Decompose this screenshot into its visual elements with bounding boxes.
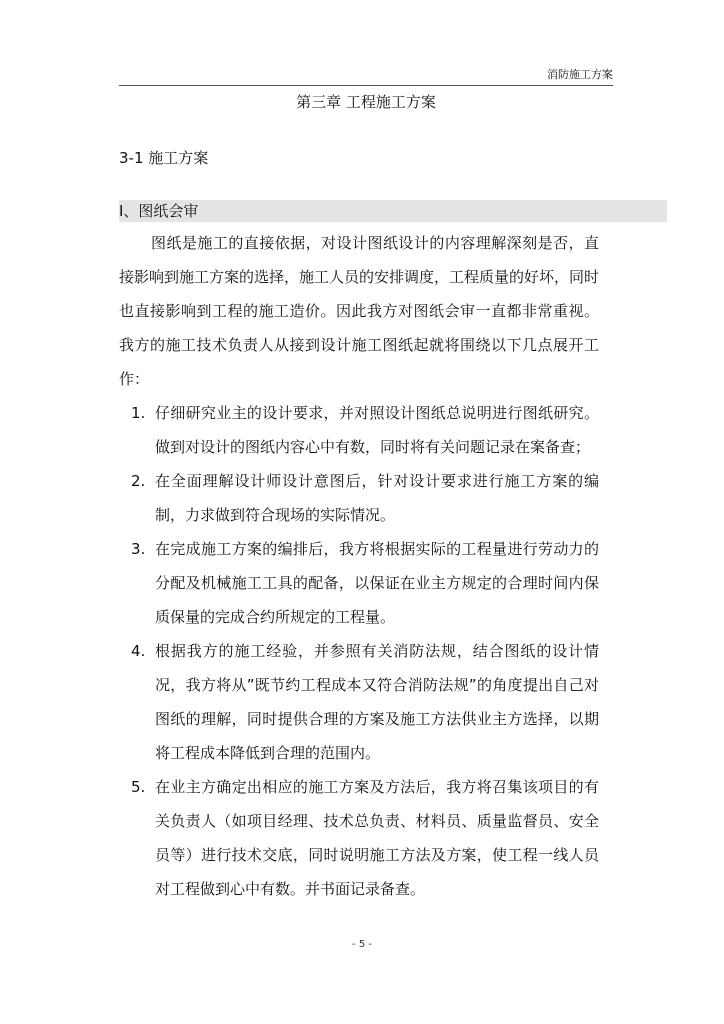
page-number: - 5 - (352, 939, 372, 950)
body-text (119, 226, 599, 906)
list-item-number: 3. (131, 540, 146, 558)
list-item-text: 仔细研究业主的设计要求，并对照设计图纸总说明进行图纸研究。做到对设计的图纸内容心中有数，同时将有关问题记录在案备查； (155, 404, 599, 456)
list-item (119, 396, 599, 464)
list-item-number: 2. (131, 472, 146, 490)
list-item-number: 4. (131, 642, 146, 660)
list-item-number: 5. (131, 778, 146, 796)
chapter-title: 第三章 工程施工方案 (296, 93, 436, 111)
list-item (119, 464, 599, 532)
list-item-text: 在全面理解设计师设计意图后，针对设计要求进行施工方案的编制，力求做到符合现场的实际情况。 (155, 472, 599, 524)
section-title: 3-1 施工方案 (119, 149, 209, 167)
list-item (119, 634, 599, 770)
list-item-text: 在业主方确定出相应的施工方案及方法后，我方将召集该项目的有关负责人（如项目经理、技术总负责、材料员、质量监督员、安全员等）进行技术交底，同时说明施工方法及方案，使工程一线人员对工程做到心中有数。并书面记录备查。 (155, 778, 599, 898)
subsection-heading-bar (119, 200, 667, 222)
list-item-number: 1. (131, 404, 146, 422)
numbered-list (119, 396, 599, 906)
subsection-title: Ⅰ、图纸会审 (119, 202, 199, 220)
intro-paragraph: 图纸是施工的直接依据，对设计图纸设计的内容理解深刻是否，直接影响到施工方案的选择，施工人员的安排调度，工程质量的好坏，同时也直接影响到工程的施工造价。因此我方对图纸会审一直都非常重视。 我方的施工技术负责人从接到设计施工图纸起就将围绕以下几点展开工作： (119, 234, 600, 388)
list-item (119, 532, 599, 634)
list-item (119, 770, 599, 906)
list-item-text: 在完成施工方案的编排后，我方将根据实际的工程量进行劳动力的分配及机械施工工具的配备，以保证在业主方规定的合理时间内保质保量的完成合约所规定的工程量。 (155, 540, 599, 626)
list-item-text: 根据我方的施工经验，并参照有关消防法规，结合图纸的设计情况，我方将从”既节约工程成本又符合消防法规”的角度提出自己对图纸的理解，同时提供合理的方案及施工方法供业主方选择，以期将工程成本降低到合理的范围内。 (155, 642, 599, 762)
running-header: 消防施工方案 (119, 68, 613, 86)
